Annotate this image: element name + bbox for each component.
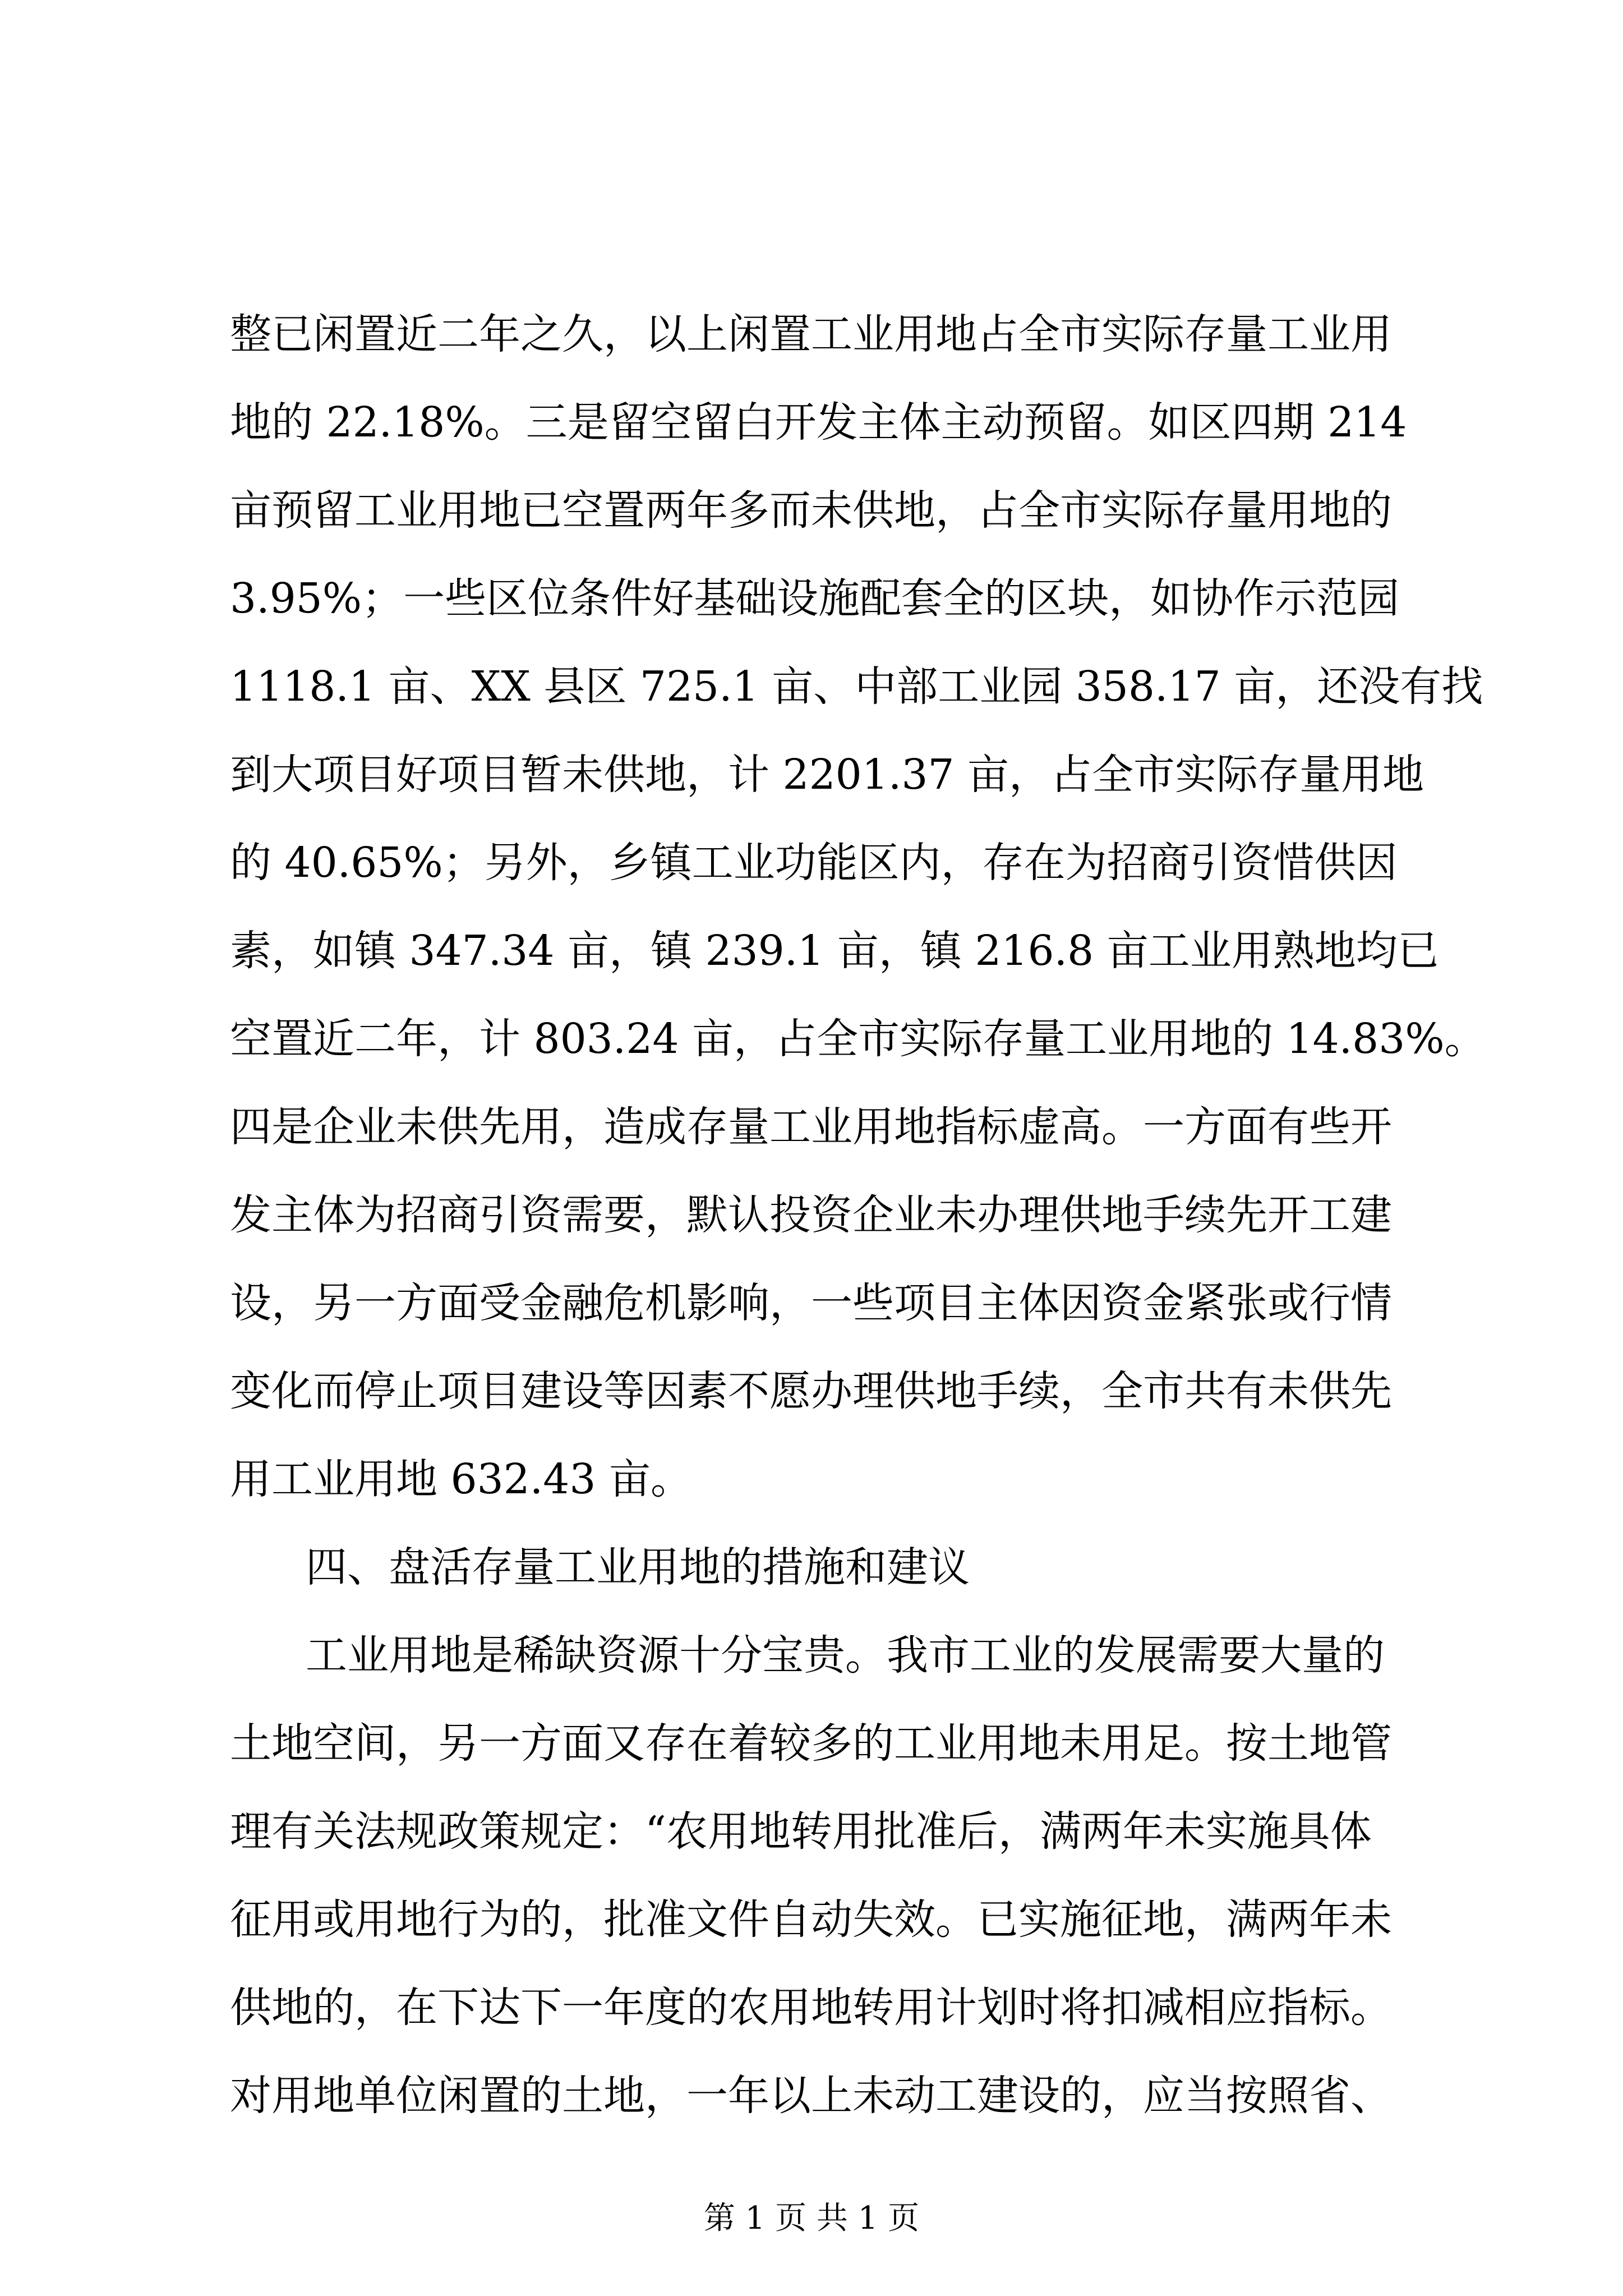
paragraph-line: 供地的，在下达下一年度的农用地转用计划时将扣减相应指标。 — [230, 1984, 1392, 2032]
paragraph-line: 素，如镇 347.34 亩，镇 239.1 亩，镇 216.8 亩工业用熟地均已 — [230, 927, 1439, 975]
paragraph-line: 1118.1 亩、XX 县区 725.1 亩、中部工业园 358.17 亩，还没有找 — [230, 662, 1483, 711]
paragraph-line: 亩预留工业用地已空置两年多而未供地，占全市实际存量用地的 — [230, 486, 1392, 535]
paragraph-line: 到大项目好项目暂未供地，计 2201.37 亩，占全市实际存量用地 — [230, 751, 1424, 799]
paragraph-line: 发主体为招商引资需要，默认投资企业未办理供地手续先开工建 — [230, 1191, 1392, 1239]
paragraph-line: 变化而停止项目建设等因素不愿办理供地手续，全市共有未供先 — [230, 1367, 1392, 1415]
paragraph-line: 理有关法规政策规定：“农用地转用批准后，满两年未实施具体 — [230, 1807, 1372, 1856]
section-heading: 四、盘活存量工业用地的措施和建议 — [306, 1543, 970, 1591]
paragraph-line: 设，另一方面受金融危机影响，一些项目主体因资金紧张或行情 — [230, 1279, 1392, 1327]
page-number-footer: 第 1 页 共 1 页 — [703, 2200, 920, 2237]
paragraph-line: 空置近二年，计 803.24 亩，占全市实际存量工业用地的 14.83%。 — [230, 1015, 1486, 1063]
paragraph-line: 3.95%；一些区位条件好基础设施配套全的区块，如协作示范园 — [230, 574, 1400, 623]
paragraph-line: 整已闲置近二年之久，以上闲置工业用地占全市实际存量工业用 — [230, 310, 1392, 358]
paragraph-line: 地的 22.18%。三是留空留白开发主体主动预留。如区四期 214 — [230, 398, 1407, 447]
paragraph-line: 工业用地是稀缺资源十分宝贵。我市工业的发展需要大量的 — [306, 1631, 1385, 1680]
paragraph-line: 征用或用地行为的，批准文件自动失效。已实施征地，满两年未 — [230, 1895, 1392, 1944]
paragraph-line: 用工业用地 632.43 亩。 — [230, 1455, 692, 1503]
paragraph-line: 对用地单位闲置的土地，一年以上未动工建设的，应当按照省、 — [230, 2072, 1392, 2120]
paragraph-line: 的 40.65%；另外，乡镇工业功能区内，存在为招商引资惜供因 — [230, 839, 1398, 887]
paragraph-line: 土地空间，另一方面又存在着较多的工业用地未用足。按土地管 — [230, 1719, 1392, 1768]
paragraph-line: 四是企业未供先用，造成存量工业用地指标虚高。一方面有些开 — [230, 1103, 1392, 1151]
